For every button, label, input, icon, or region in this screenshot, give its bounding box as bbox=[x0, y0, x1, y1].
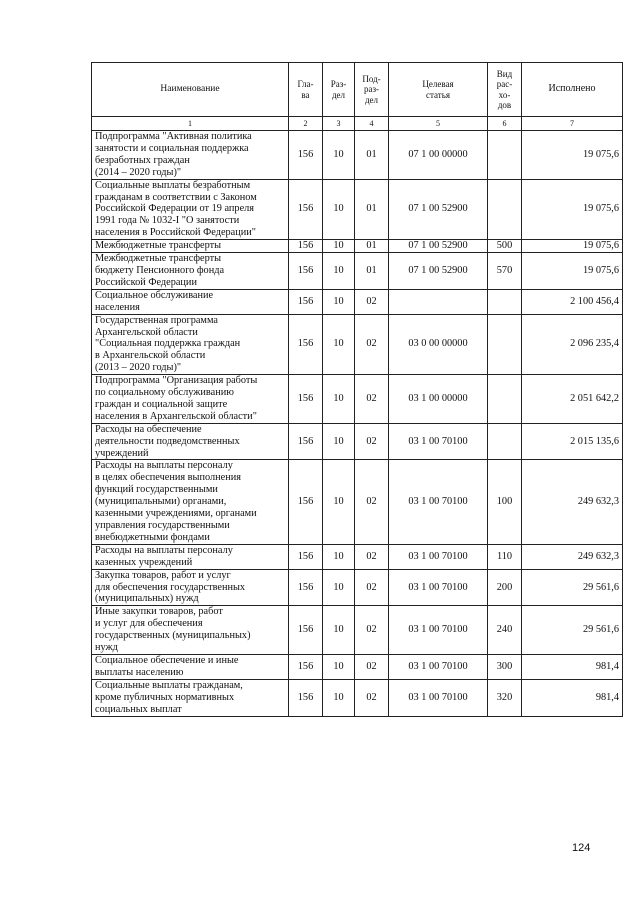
row-glava: 156 bbox=[289, 679, 323, 716]
column-number: 1 bbox=[92, 117, 289, 131]
row-razdel: 10 bbox=[323, 314, 355, 375]
row-name: Иные закупки товаров, работ и услуг для обеспечения государственных (муниципальных) нужд bbox=[92, 606, 289, 655]
header-vid: Вид рас- хо- дов bbox=[488, 63, 522, 117]
column-number: 4 bbox=[355, 117, 389, 131]
row-podrazdel: 02 bbox=[355, 679, 389, 716]
row-glava: 156 bbox=[289, 131, 323, 180]
row-name: Закупка товаров, работ и услуг для обеспечения государственных (муниципальных) нужд bbox=[92, 569, 289, 606]
row-podrazdel: 01 bbox=[355, 179, 389, 240]
row-amount: 19 075,6 bbox=[522, 253, 623, 290]
row-razdel: 10 bbox=[323, 179, 355, 240]
row-podrazdel: 01 bbox=[355, 240, 389, 253]
row-name: Подпрограмма "Активная политика занятости и социальная поддержка безработных граждан (2014 – 2020 годы)" bbox=[92, 131, 289, 180]
row-podrazdel: 02 bbox=[355, 606, 389, 655]
row-amount: 2 100 456,4 bbox=[522, 289, 623, 314]
row-glava: 156 bbox=[289, 654, 323, 679]
header-name: Наименование bbox=[92, 63, 289, 117]
row-name: Социальные выплаты безработным гражданам в соответствии с Законом Российской Федерации от 19 апреля 1991 года № 1032-I "О занятости населения в Российской Федерации" bbox=[92, 179, 289, 240]
row-glava: 156 bbox=[289, 606, 323, 655]
row-vid: 500 bbox=[488, 240, 522, 253]
row-razdel: 10 bbox=[323, 289, 355, 314]
header-statya: Целевая статья bbox=[389, 63, 488, 117]
page-number: 124 bbox=[572, 842, 591, 854]
row-name: Социальное обеспечение и иные выплаты населению bbox=[92, 654, 289, 679]
row-razdel: 10 bbox=[323, 460, 355, 544]
row-statya: 03 1 00 70100 bbox=[389, 544, 488, 569]
row-vid: 100 bbox=[488, 460, 522, 544]
table-row bbox=[92, 460, 623, 544]
header-razdel: Раз- дел bbox=[323, 63, 355, 117]
row-amount: 249 632,3 bbox=[522, 544, 623, 569]
row-statya: 03 1 00 70100 bbox=[389, 569, 488, 606]
table-row bbox=[92, 544, 623, 569]
row-amount: 981,4 bbox=[522, 679, 623, 716]
row-glava: 156 bbox=[289, 423, 323, 460]
row-amount: 29 561,6 bbox=[522, 606, 623, 655]
row-glava: 156 bbox=[289, 375, 323, 424]
row-podrazdel: 02 bbox=[355, 375, 389, 424]
row-glava: 156 bbox=[289, 544, 323, 569]
table-row bbox=[92, 569, 623, 606]
column-number: 7 bbox=[522, 117, 623, 131]
row-vid: 200 bbox=[488, 569, 522, 606]
table-row bbox=[92, 289, 623, 314]
row-amount: 19 075,6 bbox=[522, 179, 623, 240]
row-razdel: 10 bbox=[323, 606, 355, 655]
header-ispolneno: Исполнено bbox=[522, 63, 623, 117]
row-name: Межбюджетные трансферты bbox=[92, 240, 289, 253]
row-vid bbox=[488, 179, 522, 240]
column-number: 5 bbox=[389, 117, 488, 131]
row-name: Подпрограмма "Организация работы по социальному обслуживанию граждан и социальной защите населения в Архангельской области" bbox=[92, 375, 289, 424]
column-number-row bbox=[92, 117, 623, 131]
row-statya: 03 1 00 70100 bbox=[389, 679, 488, 716]
row-statya: 03 1 00 70100 bbox=[389, 654, 488, 679]
row-vid: 570 bbox=[488, 253, 522, 290]
row-razdel: 10 bbox=[323, 253, 355, 290]
column-number: 3 bbox=[323, 117, 355, 131]
row-podrazdel: 02 bbox=[355, 569, 389, 606]
row-amount: 2 015 135,6 bbox=[522, 423, 623, 460]
row-glava: 156 bbox=[289, 569, 323, 606]
header-row bbox=[92, 63, 623, 117]
row-vid bbox=[488, 131, 522, 180]
row-name: Расходы на выплаты персоналу казенных учреждений bbox=[92, 544, 289, 569]
row-vid: 320 bbox=[488, 679, 522, 716]
row-podrazdel: 02 bbox=[355, 314, 389, 375]
table-row bbox=[92, 179, 623, 240]
budget-table bbox=[91, 62, 623, 717]
row-statya: 03 1 00 70100 bbox=[389, 423, 488, 460]
column-number: 6 bbox=[488, 117, 522, 131]
row-podrazdel: 01 bbox=[355, 253, 389, 290]
row-glava: 156 bbox=[289, 314, 323, 375]
row-glava: 156 bbox=[289, 179, 323, 240]
row-amount: 249 632,3 bbox=[522, 460, 623, 544]
row-statya: 03 1 00 00000 bbox=[389, 375, 488, 424]
row-statya: 07 1 00 52900 bbox=[389, 240, 488, 253]
column-number: 2 bbox=[289, 117, 323, 131]
row-statya: 07 1 00 52900 bbox=[389, 179, 488, 240]
row-amount: 2 096 235,4 bbox=[522, 314, 623, 375]
row-vid: 110 bbox=[488, 544, 522, 569]
table-row bbox=[92, 606, 623, 655]
row-glava: 156 bbox=[289, 289, 323, 314]
row-glava: 156 bbox=[289, 460, 323, 544]
row-name: Межбюджетные трансферты бюджету Пенсионного фонда Российской Федерации bbox=[92, 253, 289, 290]
row-statya: 03 0 00 00000 bbox=[389, 314, 488, 375]
row-razdel: 10 bbox=[323, 423, 355, 460]
row-podrazdel: 02 bbox=[355, 544, 389, 569]
row-vid bbox=[488, 423, 522, 460]
row-podrazdel: 02 bbox=[355, 654, 389, 679]
row-name: Социальные выплаты гражданам, кроме публичных нормативных социальных выплат bbox=[92, 679, 289, 716]
table-row bbox=[92, 679, 623, 716]
row-amount: 29 561,6 bbox=[522, 569, 623, 606]
table-row bbox=[92, 423, 623, 460]
row-amount: 19 075,6 bbox=[522, 240, 623, 253]
row-razdel: 10 bbox=[323, 569, 355, 606]
row-podrazdel: 01 bbox=[355, 131, 389, 180]
table-row bbox=[92, 375, 623, 424]
row-vid bbox=[488, 314, 522, 375]
table-row bbox=[92, 253, 623, 290]
row-glava: 156 bbox=[289, 253, 323, 290]
table-row bbox=[92, 131, 623, 180]
row-podrazdel: 02 bbox=[355, 460, 389, 544]
table-row bbox=[92, 314, 623, 375]
row-razdel: 10 bbox=[323, 131, 355, 180]
row-razdel: 10 bbox=[323, 544, 355, 569]
row-vid: 240 bbox=[488, 606, 522, 655]
row-razdel: 10 bbox=[323, 654, 355, 679]
row-razdel: 10 bbox=[323, 240, 355, 253]
row-statya: 03 1 00 70100 bbox=[389, 606, 488, 655]
row-statya: 07 1 00 52900 bbox=[389, 253, 488, 290]
table-row bbox=[92, 240, 623, 253]
row-podrazdel: 02 bbox=[355, 289, 389, 314]
table-row bbox=[92, 654, 623, 679]
row-vid: 300 bbox=[488, 654, 522, 679]
row-name: Государственная программа Архангельской области "Социальная поддержка граждан в Архангельской области (2013 – 2020 годы)" bbox=[92, 314, 289, 375]
header-glava: Гла- ва bbox=[289, 63, 323, 117]
row-razdel: 10 bbox=[323, 375, 355, 424]
row-podrazdel: 02 bbox=[355, 423, 389, 460]
row-amount: 981,4 bbox=[522, 654, 623, 679]
row-vid bbox=[488, 375, 522, 424]
header-podrazdel: Под- раз- дел bbox=[355, 63, 389, 117]
row-razdel: 10 bbox=[323, 679, 355, 716]
row-amount: 19 075,6 bbox=[522, 131, 623, 180]
row-vid bbox=[488, 289, 522, 314]
row-amount: 2 051 642,2 bbox=[522, 375, 623, 424]
row-statya: 07 1 00 00000 bbox=[389, 131, 488, 180]
row-name: Социальное обслуживание населения bbox=[92, 289, 289, 314]
row-name: Расходы на обеспечение деятельности подведомственных учреждений bbox=[92, 423, 289, 460]
row-glava: 156 bbox=[289, 240, 323, 253]
row-statya bbox=[389, 289, 488, 314]
row-name: Расходы на выплаты персоналу в целях обеспечения выполнения функций государственными (муниципальными) органами, казенными учреждениями, органами управления государственными внебюджетными фондами bbox=[92, 460, 289, 544]
row-statya: 03 1 00 70100 bbox=[389, 460, 488, 544]
